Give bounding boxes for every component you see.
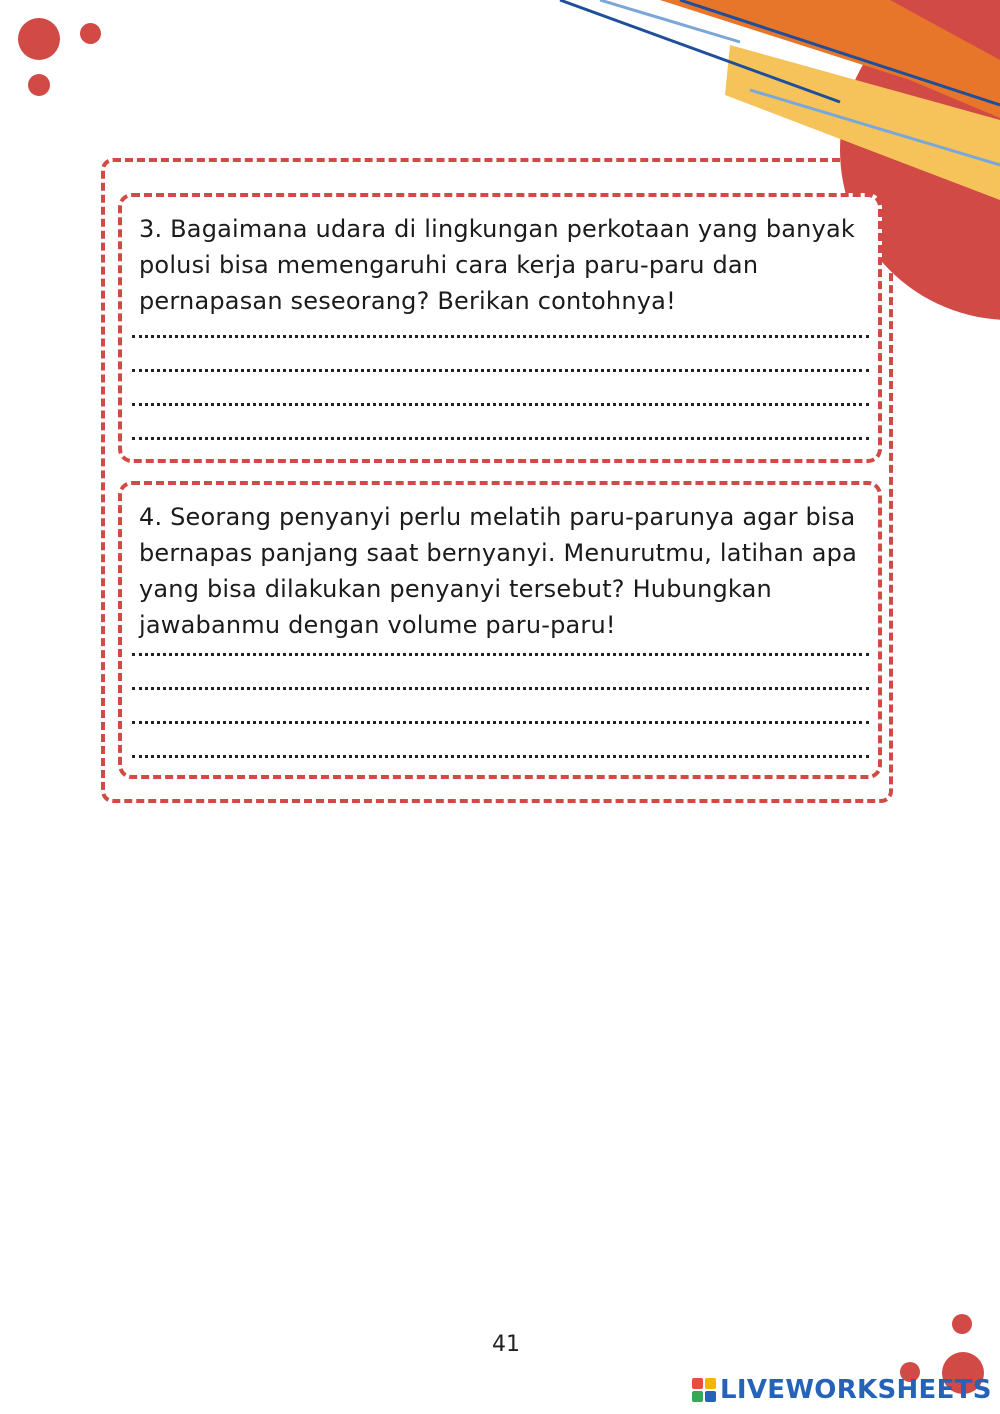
answer-line <box>132 369 869 372</box>
liveworksheets-logo-icon <box>692 1378 716 1402</box>
answer-input[interactable] <box>132 375 869 401</box>
answer-line <box>132 335 869 338</box>
decor-dot-small <box>28 74 50 96</box>
question-text: 3. Bagaimana udara di lingkungan perkotaan yang banyak polusi bisa memengaruhi cara kerja paru-paru dan pernapasan seseorang? Berikan contohnya! <box>139 215 855 315</box>
brand-name: LIVEWORKSHEETS <box>720 1375 992 1405</box>
question-card-3 <box>118 193 882 463</box>
answer-input[interactable] <box>132 409 869 435</box>
question-card-4 <box>118 481 882 779</box>
answer-input[interactable] <box>132 341 869 367</box>
answer-input[interactable] <box>132 307 869 333</box>
answer-line <box>132 653 869 656</box>
decor-dot-large <box>18 18 60 60</box>
answer-input[interactable] <box>132 625 869 651</box>
answer-line <box>132 721 869 724</box>
answer-line <box>132 687 869 690</box>
answer-input[interactable] <box>132 659 869 685</box>
brand-watermark <box>692 1374 992 1406</box>
decor-dot-small <box>952 1314 972 1334</box>
question-text: 4. Seorang penyanyi perlu melatih paru-parunya agar bisa bernapas panjang saat bernyanyi. Menurutmu, latihan apa yang bisa dilakukan penyanyi tersebut? Hubungkan jawabanmu dengan volume paru-paru! <box>139 503 857 639</box>
page-number: 41 <box>492 1332 520 1357</box>
answer-line <box>132 403 869 406</box>
answer-input[interactable] <box>132 727 869 753</box>
answer-line <box>132 437 869 440</box>
answer-line <box>132 755 869 758</box>
decor-dot-small <box>80 23 101 44</box>
answer-input[interactable] <box>132 693 869 719</box>
